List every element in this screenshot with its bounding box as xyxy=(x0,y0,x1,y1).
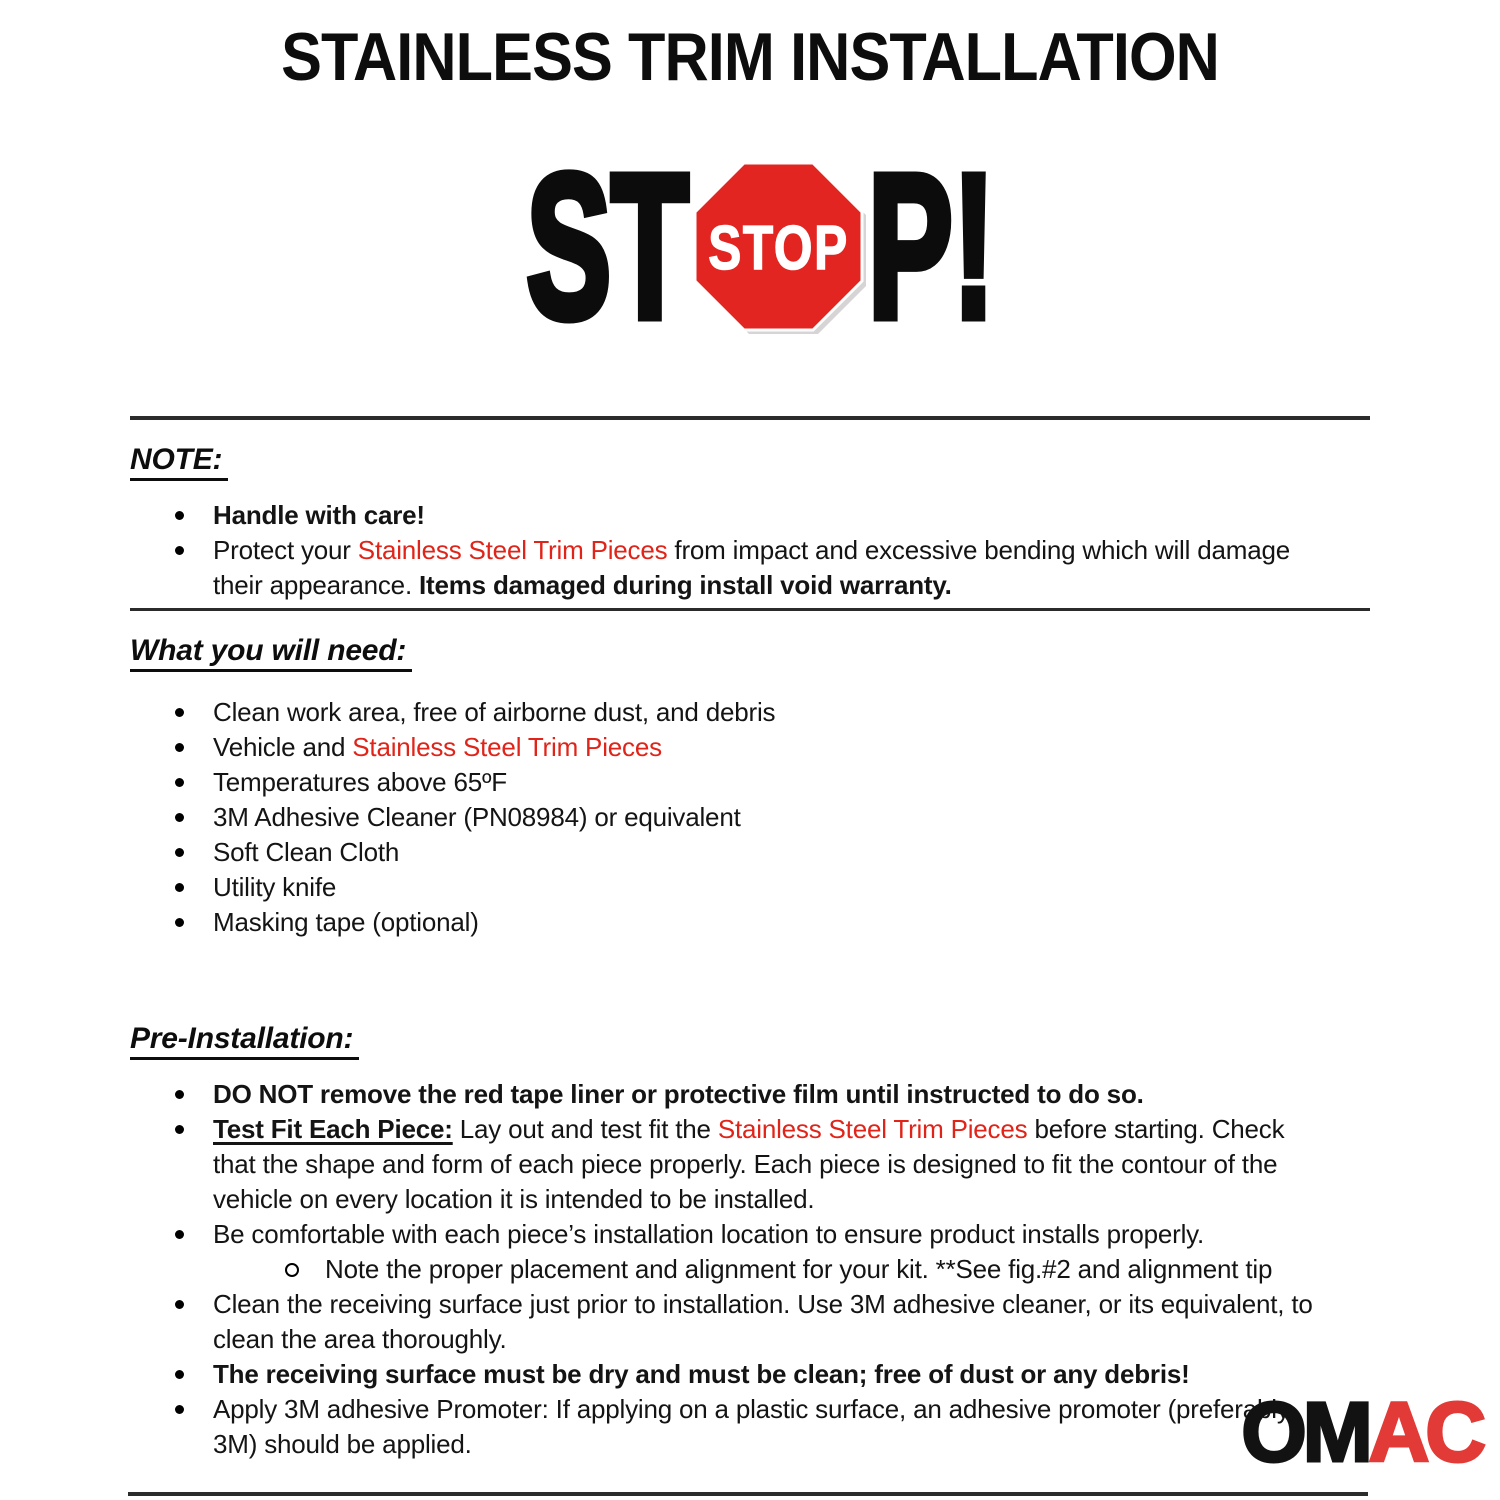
list-item: Handle with care! xyxy=(213,498,1330,533)
list-item: Clean work area, free of airborne dust, and debris xyxy=(213,695,1330,730)
list-item: The receiving surface must be dry and must be clean; free of dust or any debris! xyxy=(213,1357,1330,1392)
omac-logo-black: OM xyxy=(1241,1385,1369,1479)
pre-list xyxy=(130,1077,1370,1462)
list-item: Test Fit Each Piece: Lay out and test fit the Stainless Steel Trim Pieces before starting. Check that the shape and form of each piece properly. Each piece is designed to fit the contour of the vehicle on every location it is intended to be installed. xyxy=(213,1112,1330,1217)
stop-graphic xyxy=(130,131,1370,361)
note-list xyxy=(130,498,1370,603)
need-heading: What you will need: xyxy=(130,631,1370,671)
list-item: Utility knife xyxy=(213,870,1330,905)
divider-top xyxy=(130,416,1370,420)
list-item: Masking tape (optional) xyxy=(213,905,1330,940)
highlight-red: Stainless Steel Trim Pieces xyxy=(357,534,668,565)
stop-letters-right: P! xyxy=(867,131,995,361)
list-item: Temperatures above 65ºF xyxy=(213,765,1330,800)
highlight-red: Stainless Steel Trim Pieces xyxy=(352,731,662,762)
stop-sign-label: STOP xyxy=(708,212,849,283)
divider-bottom xyxy=(128,1492,1368,1496)
list-item: Clean the receiving surface just prior to installation. Use 3M adhesive cleaner, or its equivalent, to clean the area thoroughly. xyxy=(213,1287,1330,1357)
section-pre-installation xyxy=(130,1019,1370,1462)
list-item: 3M Adhesive Cleaner (PN08984) or equivalent xyxy=(213,800,1330,835)
pre-sub-list xyxy=(213,1252,1330,1287)
list-item: Apply 3M adhesive Promoter: If applying on a plastic surface, an adhesive promoter (preferably 3M) should be applied. xyxy=(213,1392,1330,1462)
list-item: DO NOT remove the red tape liner or protective film until instructed to do so. xyxy=(213,1077,1330,1112)
sub-list-item: Note the proper placement and alignment for your kit. **See fig.#2 and alignment tip xyxy=(325,1252,1330,1287)
divider-mid xyxy=(130,608,1370,611)
omac-logo-red: AC xyxy=(1368,1385,1482,1479)
title-row xyxy=(130,0,1370,95)
list-item: Protect your Stainless Steel Trim Pieces from impact and excessive bending which will damage their appearance. Items damaged during install void warranty. xyxy=(213,533,1330,603)
section-note xyxy=(130,440,1370,603)
stop-letters-left: ST xyxy=(526,131,689,361)
section-what-you-need xyxy=(130,631,1370,940)
list-item: Soft Clean Cloth xyxy=(213,835,1330,870)
list-item: Vehicle and Stainless Steel Trim Pieces xyxy=(213,730,1330,765)
need-list xyxy=(130,695,1370,940)
pre-heading: Pre-Installation: xyxy=(130,1019,1370,1059)
list-item: Be comfortable with each piece’s installation location to ensure product installs properly. Note the proper placement and alignment for your kit. **See fig.#2 and alignment tip xyxy=(213,1217,1330,1287)
highlight-red: Stainless Steel Trim Pieces xyxy=(717,1113,1028,1144)
stop-sign-icon xyxy=(691,159,866,334)
page-title: STAINLESS TRIM INSTALLATION xyxy=(281,19,1219,95)
note-heading: NOTE: xyxy=(130,440,1370,480)
omac-logo xyxy=(1241,1385,1482,1479)
